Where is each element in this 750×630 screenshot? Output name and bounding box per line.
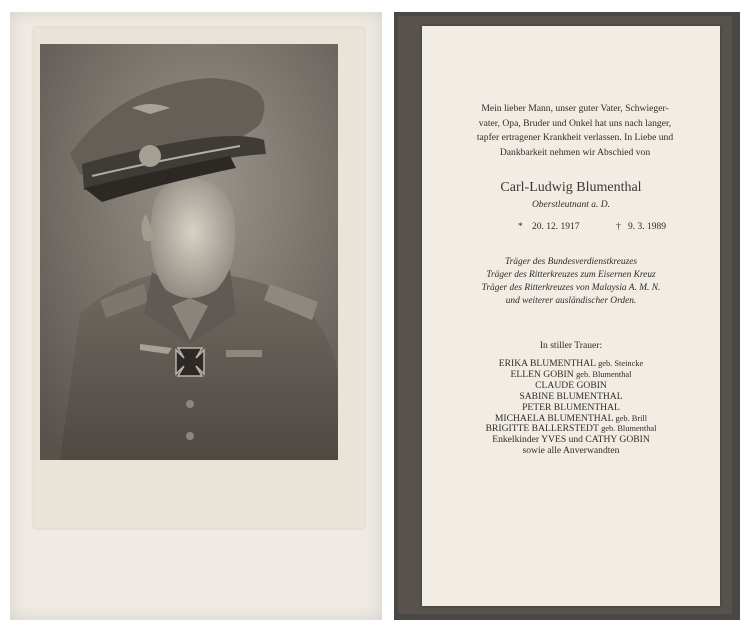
- mourner-note: geb. Blumenthal: [601, 424, 657, 434]
- mourner-name: SABINE BLUMENTHAL: [519, 390, 623, 402]
- intro-text: [440, 102, 710, 160]
- mourner-name: BRIGITTE BALLERSTEDT: [485, 423, 599, 435]
- mourner-name: sowie alle Anverwandten: [522, 445, 620, 457]
- deceased-rank: Oberstleutnant a. D.: [531, 200, 611, 210]
- mourner-name: PETER BLUMENTHAL: [522, 401, 620, 413]
- mourner-name: Enkelkinder YVES und CATHY GOBIN: [492, 434, 650, 446]
- death-date: 9. 3. 1989: [628, 222, 666, 232]
- birth-symbol: *: [518, 222, 523, 232]
- intro-line: tapfer ertragener Krankheit verlassen. In Liebe und: [476, 132, 674, 144]
- death-symbol: †: [616, 222, 621, 232]
- mourning-heading: In stiller Trauer:: [539, 340, 603, 351]
- mourner-line: [422, 446, 720, 457]
- honors-list: [422, 256, 720, 308]
- death-notice-card: [422, 26, 720, 606]
- mourner-name: MICHAELA BLUMENTHAL: [494, 412, 614, 424]
- mourner-name: ERIKA BLUMENTHAL: [498, 358, 596, 369]
- photo-card: [34, 28, 364, 528]
- deceased-name: Carl-Ludwig Blumenthal: [500, 180, 642, 195]
- honor-line: Träger des Ritterkreuzes zum Eisernen Kreuz: [486, 270, 656, 280]
- life-dates: [422, 222, 720, 236]
- right-panel: [394, 12, 740, 620]
- honor-line: Träger des Bundesverdienstkreuzes: [504, 257, 638, 267]
- mourner-note: geb. Brill: [615, 413, 648, 423]
- mourner-name: ELLEN GOBIN: [510, 368, 574, 380]
- portrait-photo: [40, 44, 338, 460]
- intro-line: Dankbarkeit nehmen wir Abschied von: [499, 146, 651, 158]
- mourner-name: CLAUDE GOBIN: [535, 379, 607, 391]
- intro-line: Mein lieber Mann, unser guter Vater, Schwieger-: [481, 103, 669, 114]
- mourner-note: geb. Steincke: [598, 359, 644, 368]
- honor-line: und weiterer ausländischer Orden.: [505, 296, 637, 306]
- mourner-note: geb. Blumenthal: [576, 369, 632, 379]
- honor-line: Träger des Ritterkreuzes von Malaysia A. M. N.: [481, 283, 661, 293]
- mourners-list: [422, 359, 720, 457]
- birth-date: 20. 12. 1917: [532, 222, 580, 232]
- intro-line: vater, Opa, Bruder und Onkel hat uns nach langer,: [478, 117, 672, 129]
- left-panel: [10, 12, 382, 620]
